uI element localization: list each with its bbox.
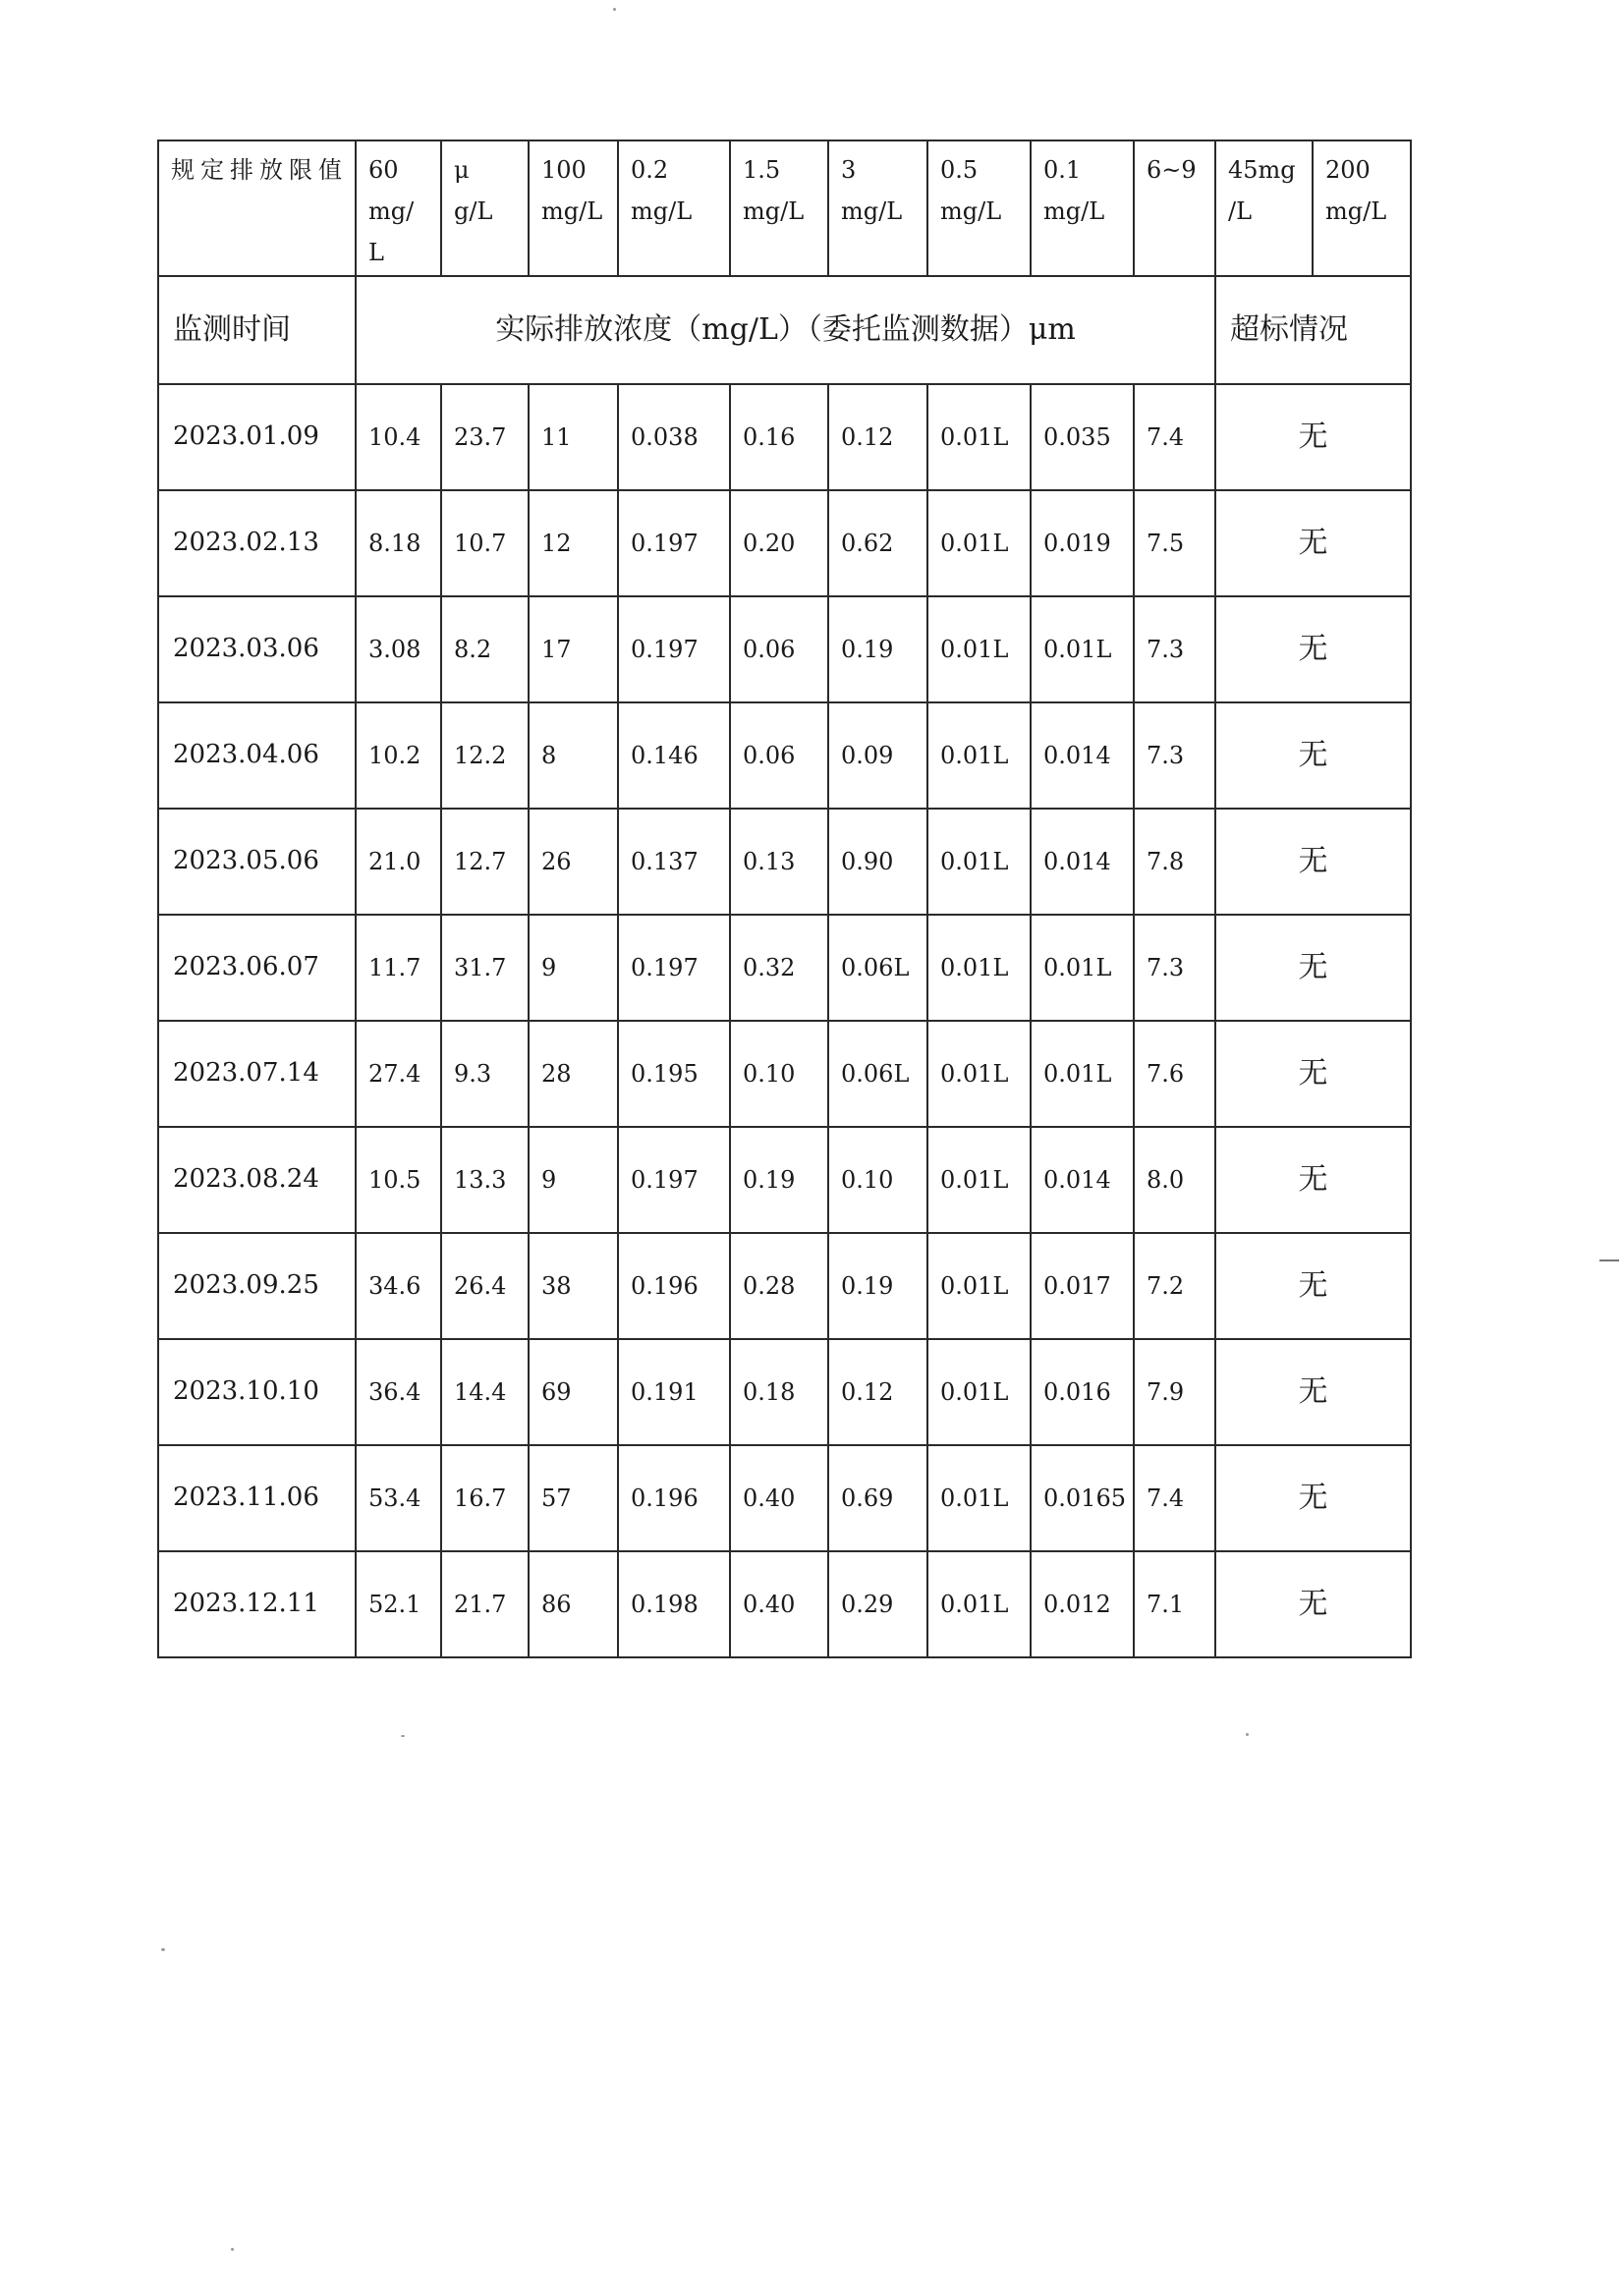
concentration-value: 9: [529, 1127, 618, 1233]
limit-value: 0.5 mg/L: [927, 140, 1031, 276]
exceedance-header: 超标情况: [1215, 276, 1411, 384]
concentration-value: 11: [529, 384, 618, 490]
concentration-value: 0.195: [618, 1021, 730, 1127]
concentration-value: 27.4: [356, 1021, 441, 1127]
table-row: [158, 1021, 1411, 1127]
concentration-value: 38: [529, 1233, 618, 1339]
concentration-value: 0.10: [828, 1127, 927, 1233]
concentration-value: 0.20: [730, 490, 828, 596]
monitoring-date: 2023.03.06: [158, 596, 356, 702]
concentration-value: 9: [529, 915, 618, 1021]
concentration-value: 0.12: [828, 384, 927, 490]
monitoring-date: 2023.09.25: [158, 1233, 356, 1339]
concentration-value: 26.4: [441, 1233, 529, 1339]
table-row: [158, 384, 1411, 490]
concentration-value: 0.038: [618, 384, 730, 490]
concentration-value: 7.8: [1134, 809, 1215, 915]
concentration-value: 0.014: [1031, 809, 1134, 915]
concentration-value: 0.09: [828, 702, 927, 809]
concentration-value: 7.6: [1134, 1021, 1215, 1127]
concentration-value: 7.1: [1134, 1551, 1215, 1657]
exceedance-status: 无: [1215, 1021, 1411, 1127]
concentration-value: 0.29: [828, 1551, 927, 1657]
concentration-value: 7.3: [1134, 915, 1215, 1021]
concentration-value: 7.9: [1134, 1339, 1215, 1445]
concentration-value: 0.32: [730, 915, 828, 1021]
concentration-value: 9.3: [441, 1021, 529, 1127]
concentration-value: 0.014: [1031, 1127, 1134, 1233]
concentration-value: 21.7: [441, 1551, 529, 1657]
concentration-value: 7.2: [1134, 1233, 1215, 1339]
concentration-value: 0.01L: [927, 1339, 1031, 1445]
exceedance-status: 无: [1215, 384, 1411, 490]
concentration-value: 53.4: [356, 1445, 441, 1551]
concentration-value: 10.7: [441, 490, 529, 596]
concentration-value: 0.01L: [1031, 596, 1134, 702]
exceedance-status: 无: [1215, 702, 1411, 809]
limit-value: 45mg /L: [1215, 140, 1313, 276]
scan-speck: [161, 1948, 165, 1951]
concentration-value: 0.12: [828, 1339, 927, 1445]
concentration-value: 10.5: [356, 1127, 441, 1233]
concentration-value: 36.4: [356, 1339, 441, 1445]
exceedance-status: 无: [1215, 596, 1411, 702]
concentration-value: 0.01L: [927, 809, 1031, 915]
concentration-value: 12.2: [441, 702, 529, 809]
monitoring-date: 2023.04.06: [158, 702, 356, 809]
concentration-value: 69: [529, 1339, 618, 1445]
concentration-value: 0.01L: [927, 490, 1031, 596]
concentration-value: 10.2: [356, 702, 441, 809]
concentration-value: 14.4: [441, 1339, 529, 1445]
concentration-value: 0.19: [730, 1127, 828, 1233]
concentration-value: 0.19: [828, 1233, 927, 1339]
concentration-value: 8.2: [441, 596, 529, 702]
table-row: [158, 915, 1411, 1021]
concentration-value: 0.06: [730, 702, 828, 809]
concentration-value: 0.01L: [1031, 1021, 1134, 1127]
concentration-value: 0.01L: [927, 915, 1031, 1021]
table-row: [158, 809, 1411, 915]
concentration-value: 0.06: [730, 596, 828, 702]
limit-value: 1.5 mg/L: [730, 140, 828, 276]
concentration-value: 0.191: [618, 1339, 730, 1445]
concentration-value: 57: [529, 1445, 618, 1551]
concentration-value: 8.18: [356, 490, 441, 596]
scan-speck: [401, 1735, 405, 1737]
concentration-value: 28: [529, 1021, 618, 1127]
scan-edge-mark: [1599, 1259, 1619, 1261]
concentration-value: 3.08: [356, 596, 441, 702]
concentration-value: 34.6: [356, 1233, 441, 1339]
limit-value: 100 mg/L: [529, 140, 618, 276]
table-row: [158, 1127, 1411, 1233]
concentration-value: 10.4: [356, 384, 441, 490]
monitoring-date: 2023.07.14: [158, 1021, 356, 1127]
concentration-value: 0.035: [1031, 384, 1134, 490]
concentration-value: 0.06L: [828, 915, 927, 1021]
table-row: [158, 1445, 1411, 1551]
concentration-value: 0.18: [730, 1339, 828, 1445]
concentration-value: 0.90: [828, 809, 927, 915]
concentration-value: 0.196: [618, 1445, 730, 1551]
concentration-value: 0.146: [618, 702, 730, 809]
concentration-value: 8.0: [1134, 1127, 1215, 1233]
concentration-value: 0.40: [730, 1445, 828, 1551]
concentration-value: 17: [529, 596, 618, 702]
header-row: [158, 276, 1411, 384]
emission-monitoring-table: [157, 140, 1412, 1658]
concentration-value: 23.7: [441, 384, 529, 490]
concentration-value: 0.19: [828, 596, 927, 702]
concentration-value: 0.196: [618, 1233, 730, 1339]
exceedance-status: 无: [1215, 1445, 1411, 1551]
concentration-value: 11.7: [356, 915, 441, 1021]
exceedance-status: 无: [1215, 1127, 1411, 1233]
scan-speck: [613, 8, 616, 11]
concentration-value: 0.01L: [927, 1021, 1031, 1127]
limit-value: μ g/L: [441, 140, 529, 276]
concentration-value: 0.13: [730, 809, 828, 915]
concentration-value: 0.197: [618, 915, 730, 1021]
concentration-value: 21.0: [356, 809, 441, 915]
scan-speck: [231, 2248, 234, 2251]
limit-value: 200 mg/L: [1313, 140, 1411, 276]
concentration-value: 0.197: [618, 1127, 730, 1233]
concentration-value: 0.016: [1031, 1339, 1134, 1445]
concentration-value: 12: [529, 490, 618, 596]
concentration-value: 0.16: [730, 384, 828, 490]
concentration-value: 0.019: [1031, 490, 1134, 596]
limit-value: 0.2 mg/L: [618, 140, 730, 276]
concentration-value: 0.01L: [1031, 915, 1134, 1021]
scan-speck: [1246, 1733, 1249, 1736]
concentration-value: 0.10: [730, 1021, 828, 1127]
concentration-value: 0.137: [618, 809, 730, 915]
concentration-value: 0.01L: [927, 1127, 1031, 1233]
limit-value: 6~9: [1134, 140, 1215, 276]
monitoring-date: 2023.06.07: [158, 915, 356, 1021]
limit-value: 0.1 mg/L: [1031, 140, 1134, 276]
concentration-value: 0.01L: [927, 384, 1031, 490]
monitoring-date: 2023.05.06: [158, 809, 356, 915]
monitoring-date: 2023.12.11: [158, 1551, 356, 1657]
concentration-value: 0.017: [1031, 1233, 1134, 1339]
concentration-value: 0.198: [618, 1551, 730, 1657]
exceedance-status: 无: [1215, 1339, 1411, 1445]
concentration-value: 52.1: [356, 1551, 441, 1657]
table-row: [158, 596, 1411, 702]
monitoring-date: 2023.11.06: [158, 1445, 356, 1551]
concentration-value: 7.4: [1134, 384, 1215, 490]
concentration-value: 26: [529, 809, 618, 915]
concentration-value: 7.3: [1134, 596, 1215, 702]
concentration-value: 16.7: [441, 1445, 529, 1551]
concentration-value: 0.01L: [927, 1551, 1031, 1657]
exceedance-status: 无: [1215, 1233, 1411, 1339]
concentration-value: 12.7: [441, 809, 529, 915]
concentration-value: 0.197: [618, 490, 730, 596]
concentration-value: 0.40: [730, 1551, 828, 1657]
exceedance-status: 无: [1215, 490, 1411, 596]
data-rows: [158, 384, 1411, 1657]
concentration-value: 0.014: [1031, 702, 1134, 809]
concentration-header: 实际排放浓度（mg/L）（委托监测数据）μm: [356, 276, 1215, 384]
monitoring-date: 2023.08.24: [158, 1127, 356, 1233]
limit-value: 3 mg/L: [828, 140, 927, 276]
exceedance-status: 无: [1215, 1551, 1411, 1657]
concentration-value: 13.3: [441, 1127, 529, 1233]
monitoring-date: 2023.10.10: [158, 1339, 356, 1445]
concentration-value: 0.01L: [927, 596, 1031, 702]
concentration-value: 0.01L: [927, 1233, 1031, 1339]
concentration-value: 0.012: [1031, 1551, 1134, 1657]
limit-value: 60 mg/ L: [356, 140, 441, 276]
concentration-value: 0.62: [828, 490, 927, 596]
concentration-value: 0.01L: [927, 1445, 1031, 1551]
concentration-value: 86: [529, 1551, 618, 1657]
concentration-value: 0.01L: [927, 702, 1031, 809]
monitoring-time-header: 监测时间: [158, 276, 356, 384]
table-row: [158, 490, 1411, 596]
limits-row: [158, 140, 1411, 276]
monitoring-date: 2023.01.09: [158, 384, 356, 490]
concentration-value: 0.28: [730, 1233, 828, 1339]
exceedance-status: 无: [1215, 809, 1411, 915]
table-row: [158, 1233, 1411, 1339]
concentration-value: 0.197: [618, 596, 730, 702]
table-row: [158, 702, 1411, 809]
table-row: [158, 1551, 1411, 1657]
monitoring-date: 2023.02.13: [158, 490, 356, 596]
concentration-value: 0.06L: [828, 1021, 927, 1127]
table-row: [158, 1339, 1411, 1445]
exceedance-status: 无: [1215, 915, 1411, 1021]
concentration-value: 7.5: [1134, 490, 1215, 596]
concentration-value: 7.4: [1134, 1445, 1215, 1551]
concentration-value: 0.0165: [1031, 1445, 1134, 1551]
concentration-value: 31.7: [441, 915, 529, 1021]
limits-label: 规定排放限值: [158, 140, 356, 276]
concentration-value: 8: [529, 702, 618, 809]
concentration-value: 7.3: [1134, 702, 1215, 809]
concentration-value: 0.69: [828, 1445, 927, 1551]
